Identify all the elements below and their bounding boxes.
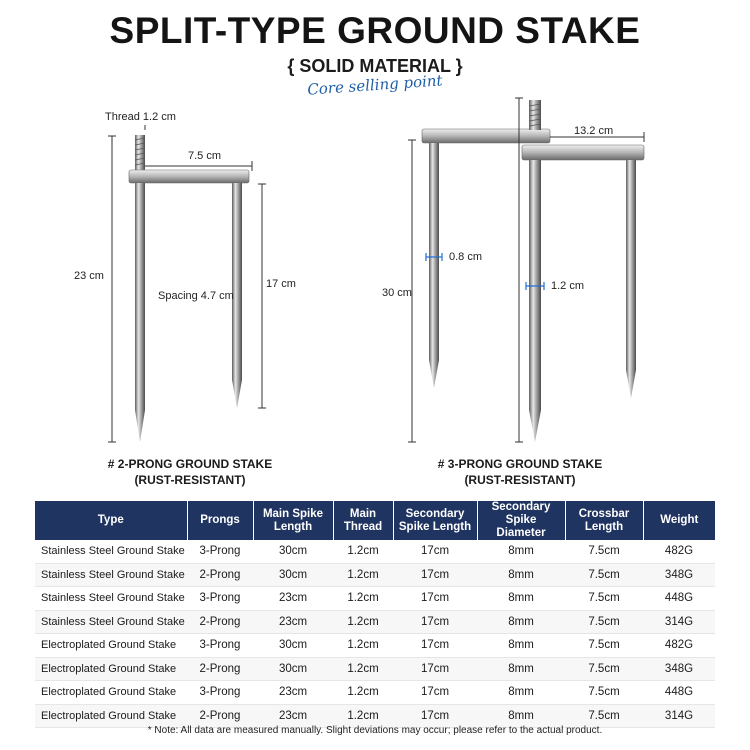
cell-secondary-length: 17cm	[393, 587, 477, 611]
three-prong-caption	[410, 456, 630, 488]
secondary-length-label: 17 cm	[266, 278, 296, 290]
cell-weight: 314G	[643, 610, 715, 634]
cell-type: Stainless Steel Ground Stake	[35, 540, 187, 563]
crossbar-length-label: 7.5 cm	[188, 150, 222, 162]
cell-type: Stainless Steel Ground Stake	[35, 563, 187, 587]
cell-secondary-diameter: 8mm	[477, 587, 565, 611]
cell-type: Electroplated Ground Stake	[35, 657, 187, 681]
cell-secondary-length: 17cm	[393, 634, 477, 658]
three-prong-caption-subtitle: (RUST-RESISTANT)	[464, 473, 576, 487]
header-type: Type	[35, 501, 187, 540]
main-spike	[135, 183, 145, 442]
cell-crossbar-length: 7.5cm	[565, 657, 643, 681]
cell-thread: 1.2cm	[333, 563, 393, 587]
cell-main-length: 23cm	[253, 681, 333, 705]
script-tagline: Core selling point	[306, 71, 444, 99]
crossbar-lower	[522, 145, 644, 160]
cell-main-length: 30cm	[253, 657, 333, 681]
header-crossbar-length: Crossbar Length	[565, 501, 643, 540]
header-secondary-spike-diameter: Secondary Spike Diameter	[477, 501, 565, 540]
cell-secondary-diameter: 8mm	[477, 681, 565, 705]
cell-crossbar-length: 7.5cm	[565, 610, 643, 634]
cell-type: Electroplated Ground Stake	[35, 634, 187, 658]
cell-secondary-length: 17cm	[393, 704, 477, 728]
main-diameter-label: 1.2 cm	[551, 280, 585, 292]
table-row	[35, 563, 715, 587]
cell-thread: 1.2cm	[333, 540, 393, 563]
cell-main-length: 23cm	[253, 610, 333, 634]
cell-secondary-length: 17cm	[393, 681, 477, 705]
cell-secondary-diameter: 8mm	[477, 704, 565, 728]
cell-thread: 1.2cm	[333, 681, 393, 705]
length-label: 30 cm	[382, 287, 412, 299]
cell-weight: 482G	[643, 540, 715, 563]
main-length-label: 23 cm	[74, 270, 104, 282]
table-row	[35, 610, 715, 634]
cell-secondary-diameter: 8mm	[477, 563, 565, 587]
crossbar-length-label: 13.2 cm	[574, 125, 614, 137]
two-prong-stake	[129, 135, 249, 442]
cell-thread: 1.2cm	[333, 587, 393, 611]
cell-prongs: 3-Prong	[187, 587, 253, 611]
page-subtitle: { SOLID MATERIAL }	[287, 56, 463, 76]
cell-thread: 1.2cm	[333, 634, 393, 658]
cell-secondary-length: 17cm	[393, 657, 477, 681]
left-spike	[429, 143, 439, 388]
cell-crossbar-length: 7.5cm	[565, 563, 643, 587]
cell-secondary-length: 17cm	[393, 610, 477, 634]
spec-table	[35, 501, 715, 728]
footnote: * Note: All data are measured manually. Slight deviations may occur; please refer to the actual product.	[147, 725, 603, 736]
cell-prongs: 2-Prong	[187, 563, 253, 587]
crossbar-upper	[422, 129, 550, 143]
cell-type: Stainless Steel Ground Stake	[35, 610, 187, 634]
cell-secondary-diameter: 8mm	[477, 657, 565, 681]
cell-thread: 1.2cm	[333, 610, 393, 634]
cell-prongs: 3-Prong	[187, 634, 253, 658]
cell-weight: 348G	[643, 657, 715, 681]
three-prong-stake	[422, 100, 644, 442]
two-prong-caption	[80, 456, 300, 488]
cell-weight: 314G	[643, 704, 715, 728]
cell-prongs: 2-Prong	[187, 610, 253, 634]
cell-prongs: 2-Prong	[187, 704, 253, 728]
table-row	[35, 540, 715, 563]
cell-secondary-diameter: 8mm	[477, 634, 565, 658]
cell-type: Electroplated Ground Stake	[35, 704, 187, 728]
header-prongs: Prongs	[187, 501, 253, 540]
three-prong-caption-title: # 3-PRONG GROUND STAKE	[437, 457, 603, 471]
cell-secondary-length: 17cm	[393, 563, 477, 587]
cell-crossbar-length: 7.5cm	[565, 587, 643, 611]
cell-secondary-diameter: 8mm	[477, 540, 565, 563]
table-header-row	[35, 501, 715, 540]
cell-crossbar-length: 7.5cm	[565, 634, 643, 658]
table-row	[35, 657, 715, 681]
header-main-thread: Main Thread	[333, 501, 393, 540]
cell-main-length: 30cm	[253, 563, 333, 587]
thread-label: Thread 1.2 cm	[105, 111, 176, 123]
cell-thread: 1.2cm	[333, 704, 393, 728]
cell-crossbar-length: 7.5cm	[565, 540, 643, 563]
secondary-diameter-label: 0.8 cm	[449, 251, 483, 263]
cell-type: Electroplated Ground Stake	[35, 681, 187, 705]
header-main-spike-length: Main Spike Length	[253, 501, 333, 540]
cell-weight: 348G	[643, 563, 715, 587]
cell-main-length: 23cm	[253, 704, 333, 728]
cell-weight: 448G	[643, 587, 715, 611]
page-title: SPLIT-TYPE GROUND STAKE	[109, 10, 641, 51]
crossbar	[129, 170, 249, 183]
cell-thread: 1.2cm	[333, 657, 393, 681]
cell-type: Stainless Steel Ground Stake	[35, 587, 187, 611]
cell-main-length: 30cm	[253, 540, 333, 563]
header-secondary-spike-length: Secondary Spike Length	[393, 501, 477, 540]
cell-crossbar-length: 7.5cm	[565, 681, 643, 705]
diameter-markers	[426, 253, 544, 290]
cell-secondary-length: 17cm	[393, 540, 477, 563]
main-spike	[529, 160, 541, 442]
cell-weight: 448G	[643, 681, 715, 705]
table-row	[35, 634, 715, 658]
right-spike	[626, 160, 636, 398]
cell-crossbar-length: 7.5cm	[565, 704, 643, 728]
cell-main-length: 30cm	[253, 634, 333, 658]
spacing-label: Spacing 4.7 cm	[158, 290, 234, 302]
two-prong-caption-subtitle: (RUST-RESISTANT)	[134, 473, 246, 487]
header-weight: Weight	[643, 501, 715, 540]
cell-prongs: 3-Prong	[187, 681, 253, 705]
cell-prongs: 2-Prong	[187, 657, 253, 681]
cell-main-length: 23cm	[253, 587, 333, 611]
two-prong-caption-title: # 2-PRONG GROUND STAKE	[107, 457, 273, 471]
table-row	[35, 681, 715, 705]
cell-prongs: 3-Prong	[187, 540, 253, 563]
cell-secondary-diameter: 8mm	[477, 610, 565, 634]
table-row	[35, 704, 715, 728]
cell-weight: 482G	[643, 634, 715, 658]
table-row	[35, 587, 715, 611]
